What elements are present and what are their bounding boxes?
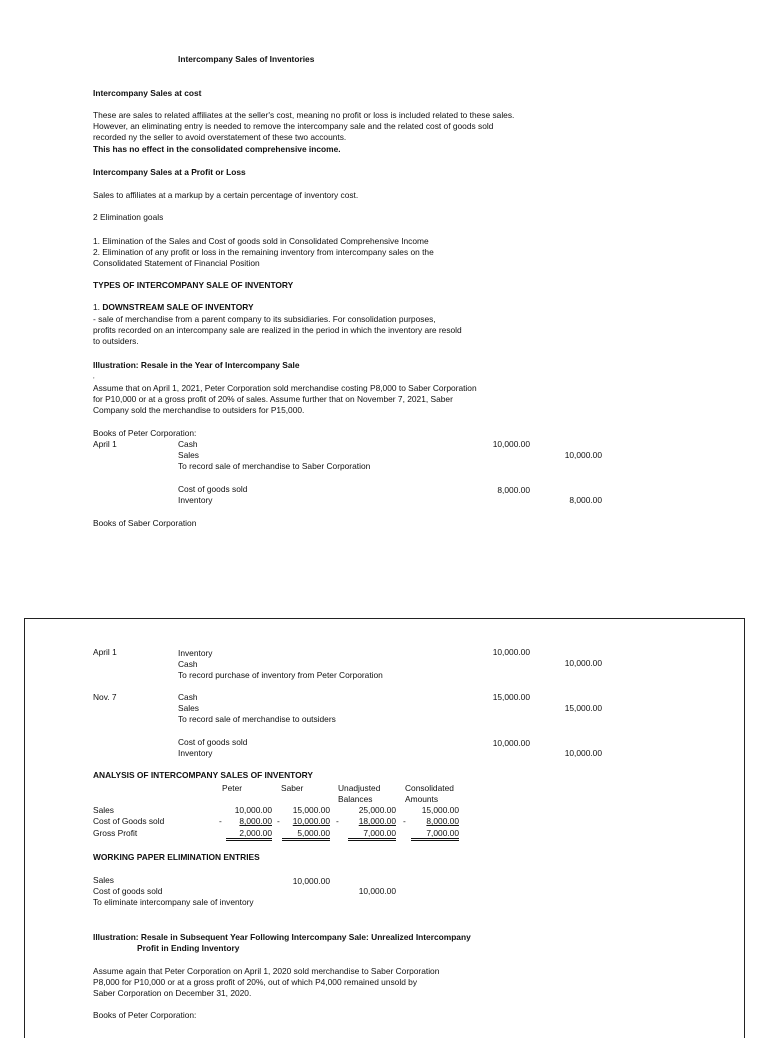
credit-account: Inventory	[178, 495, 213, 505]
entry-note: To record sale of merchandise to Saber Corporation	[178, 461, 371, 471]
paragraph-line: for P10,000 or at a gross profit of 20% of sales. Assume further that on November 7, 2021, Saber	[93, 394, 453, 404]
table-row-label: Gross Profit	[93, 828, 138, 838]
debit-amount: 10,000.00	[292, 876, 330, 886]
column-header-saber: Saber	[281, 783, 304, 793]
debit-amount: 10,000.00	[492, 738, 530, 748]
debit-amount: 15,000.00	[492, 692, 530, 702]
table-row-label: Sales	[93, 805, 114, 815]
minus-sign: -	[403, 816, 406, 826]
table-cell: 25,000.00	[358, 805, 396, 815]
entry-date: April 1	[93, 647, 117, 657]
paragraph-line: profits recorded on an intercompany sale are realized in the period in which the inventory are resold	[93, 325, 462, 335]
debit-account: Cash	[178, 692, 198, 702]
books-label: Books of Peter Corporation:	[93, 1010, 197, 1020]
entry-note: To eliminate intercompany sale of inventory	[93, 897, 254, 907]
paragraph-line: Sales to affiliates at a markup by a certain percentage of inventory cost.	[93, 190, 359, 200]
debit-amount: 10,000.00	[492, 647, 530, 657]
credit-amount: 8,000.00	[569, 495, 602, 505]
minus-sign: -	[219, 816, 222, 826]
credit-account: Inventory	[178, 748, 213, 758]
downstream-title: DOWNSTREAM SALE OF INVENTORY	[102, 302, 254, 312]
table-cell: 15,000.00	[292, 805, 330, 815]
debit-account: Sales	[93, 875, 114, 885]
table-cell-total: 7,000.00	[348, 829, 396, 841]
goal-item: 2. Elimination of any profit or loss in the remaining inventory from intercompany sales on the	[93, 247, 434, 257]
heading-elimination: WORKING PAPER ELIMINATION ENTRIES	[93, 852, 260, 862]
books-label: Books of Saber Corporation	[93, 518, 197, 528]
entry-note: To record purchase of inventory from Peter Corporation	[178, 670, 383, 680]
table-cell: 10,000.00	[234, 805, 272, 815]
paragraph-line: These are sales to related affiliates at the seller's cost, meaning no profit or loss is included related to these sales.	[93, 110, 515, 120]
table-cell: 8,000.00	[239, 816, 272, 826]
heading-sales-at-cost: Intercompany Sales at cost	[93, 88, 202, 98]
heading-types: TYPES OF INTERCOMPANY SALE OF INVENTORY	[93, 280, 294, 290]
heading-analysis: ANALYSIS OF INTERCOMPANY SALES OF INVENTORY	[93, 770, 313, 780]
debit-account: Cash	[178, 439, 198, 449]
credit-amount: 10,000.00	[564, 658, 602, 668]
column-header-peter: Peter	[222, 783, 243, 793]
paragraph-line: - sale of merchandise from a parent company to its subsidiaries. For consolidation purposes,	[93, 314, 436, 324]
page-title: Intercompany Sales of Inventories	[178, 54, 315, 64]
entry-date: April 1	[93, 439, 117, 449]
credit-account: Sales	[178, 450, 199, 460]
heading-sales-profit-loss: Intercompany Sales at a Profit or Loss	[93, 167, 246, 177]
credit-amount: 10,000.00	[358, 886, 396, 896]
paragraph-line: Assume that on April 1, 2021, Peter Corporation sold merchandise costing P8,000 to Saber Corporation	[93, 383, 477, 393]
table-row-label: Cost of Goods sold	[93, 816, 165, 826]
stray-comma: ,	[93, 374, 95, 380]
paragraph-line: to outsiders.	[93, 336, 139, 346]
heading-illustration-2: Profit in Ending Inventory	[137, 943, 240, 953]
paragraph-emphasis: This has no effect in the consolidated comprehensive income.	[93, 144, 341, 154]
credit-account: Sales	[178, 703, 199, 713]
debit-amount: 10,000.00	[492, 439, 530, 449]
credit-account: Cash	[178, 659, 198, 669]
entry-date: Nov. 7	[93, 692, 117, 702]
debit-account: Inventory	[178, 648, 213, 658]
heading-illustration-2: Illustration: Resale in Subsequent Year Following Intercompany Sale: Unrealized Intercompany	[93, 932, 471, 942]
paragraph-line: Saber Corporation on December 31, 2020.	[93, 988, 252, 998]
paragraph-line: 2 Elimination goals	[93, 212, 164, 222]
paragraph-line: P8,000 for P10,000 or at a gross profit of 20%, out of which P4,000 remained unsold by	[93, 977, 418, 987]
paragraph-line: Assume again that Peter Corporation on April 1, 2020 sold merchandise to Saber Corporation	[93, 966, 440, 976]
debit-account: Cost of goods sold	[178, 484, 248, 494]
minus-sign: -	[277, 816, 280, 826]
column-header-consolidated: Consolidated	[405, 783, 454, 793]
entry-note: To record sale of merchandise to outsiders	[178, 714, 336, 724]
table-cell: 8,000.00	[426, 816, 459, 826]
heading-illustration-1: Illustration: Resale in the Year of Intercompany Sale	[93, 360, 300, 370]
table-cell: 10,000.00	[292, 816, 330, 826]
column-header-consolidated: Amounts	[405, 794, 439, 804]
debit-amount: 8,000.00	[497, 485, 530, 495]
list-number: 1.	[93, 302, 103, 312]
goal-item: Consolidated Statement of Financial Position	[93, 258, 260, 268]
debit-account: Cost of goods sold	[178, 737, 248, 747]
table-cell: 18,000.00	[358, 816, 396, 826]
column-header-unadjusted: Balances	[338, 794, 373, 804]
table-cell-total: 5,000.00	[282, 829, 330, 841]
paragraph-line: However, an eliminating entry is needed to remove the intercompany sale and the related cost of goods sold	[93, 121, 494, 131]
goal-item: 1. Elimination of the Sales and Cost of goods sold in Consolidated Comprehensive Income	[93, 236, 429, 246]
credit-amount: 15,000.00	[564, 703, 602, 713]
credit-account: Cost of goods sold	[93, 886, 163, 896]
column-header-unadjusted: Unadjusted	[338, 783, 381, 793]
subheading-downstream	[93, 302, 254, 313]
credit-amount: 10,000.00	[564, 748, 602, 758]
credit-amount: 10,000.00	[564, 450, 602, 460]
minus-sign: -	[336, 816, 339, 826]
paragraph-line: Company sold the merchandise to outsiders for P15,000.	[93, 405, 305, 415]
table-cell: 15,000.00	[421, 805, 459, 815]
table-cell-total: 7,000.00	[411, 829, 459, 841]
table-cell-total: 2,000.00	[226, 829, 272, 841]
paragraph-line: recorded ny the seller to avoid overstatement of these two accounts.	[93, 132, 347, 142]
books-label: Books of Peter Corporation:	[93, 428, 197, 438]
